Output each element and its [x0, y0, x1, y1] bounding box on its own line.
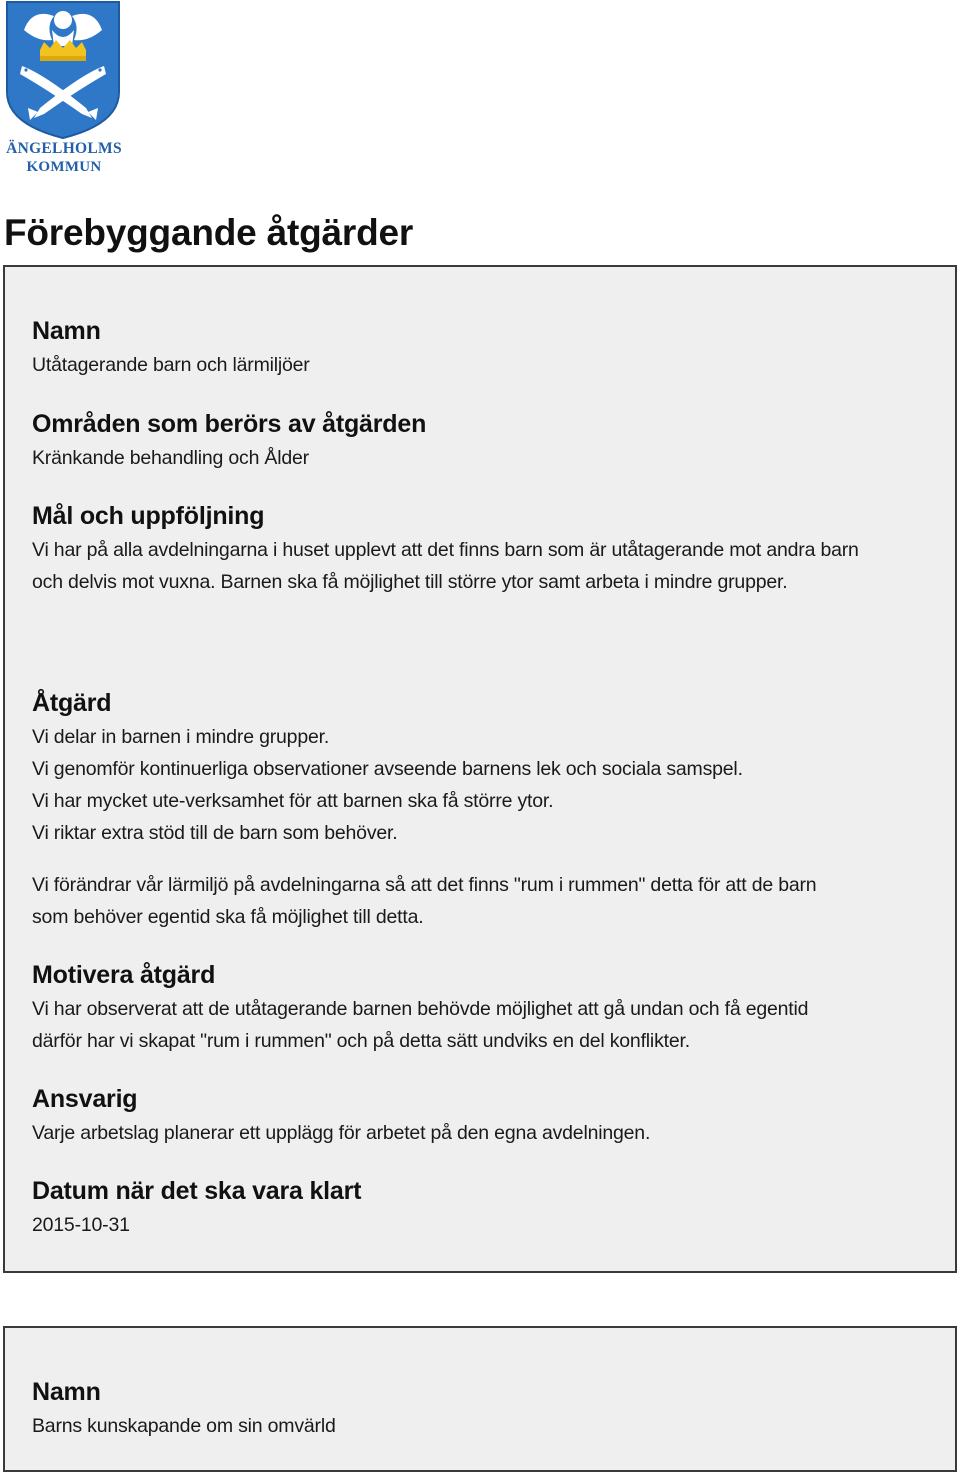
- measure-card: [3, 1326, 957, 1472]
- ansvarig-heading: Ansvarig: [32, 1085, 138, 1113]
- namn-section: [32, 315, 935, 381]
- logo-text-line2: KOMMUN: [26, 159, 102, 175]
- mal-line: och delvis mot vuxna. Barnen ska få möjlighet till större ytor samt arbeta i mindre grupper.: [32, 571, 788, 593]
- atgard-line: Vi genomför kontinuerliga observationer avseende barnens lek och sociala samspel.: [32, 758, 743, 780]
- namn-section: [32, 1376, 935, 1442]
- atgard-line: Vi har mycket ute-verksamhet för att barnen ska få större ytor.: [32, 790, 554, 812]
- ansvarig-value: Varje arbetslag planerar ett upplägg för arbetet på den egna avdelningen.: [32, 1122, 651, 1144]
- motivera-line: därför har vi skapat "rum i rummen" och på detta sätt undviks en del konflikter.: [32, 1030, 690, 1052]
- atgard-section: [32, 687, 935, 933]
- atgard-line: som behöver egentid ska få möjlighet till detta.: [32, 906, 424, 928]
- omraden-heading: Områden som berörs av åtgärden: [32, 410, 427, 438]
- atgard-heading: Åtgärd: [32, 689, 112, 717]
- motivera-section: [32, 959, 935, 1057]
- namn-heading: Namn: [32, 1378, 101, 1406]
- ansvarig-section: [32, 1083, 935, 1149]
- logo-text-line1: ÄNGELHOLMS: [6, 140, 122, 157]
- omraden-value: Kränkande behandling och Ålder: [32, 447, 309, 469]
- namn-value: Barns kunskapande om sin omvärld: [32, 1415, 336, 1437]
- motivera-line: Vi har observerat att de utåtagerande barnen behövde möjlighet att gå undan och få egentid: [32, 998, 809, 1020]
- measure-card: [3, 265, 957, 1273]
- datum-section: [32, 1175, 935, 1241]
- coat-of-arms-icon: [2, 0, 124, 140]
- datum-value: 2015-10-31: [32, 1214, 130, 1236]
- namn-value: Utåtagerande barn och lärmiljöer: [32, 354, 310, 376]
- atgard-line: Vi delar in barnen i mindre grupper.: [32, 726, 330, 748]
- namn-heading: Namn: [32, 317, 101, 345]
- omraden-section: [32, 408, 935, 474]
- mal-heading: Mål och uppföljning: [32, 502, 265, 530]
- atgard-line: Vi riktar extra stöd till de barn som behöver.: [32, 822, 398, 844]
- datum-heading: Datum när det ska vara klart: [32, 1177, 362, 1205]
- page-title: Förebyggande åtgärder: [4, 212, 414, 253]
- kommun-logo: [2, 0, 124, 180]
- mal-section: [32, 500, 935, 598]
- atgard-line: Vi förändrar vår lärmiljö på avdelningarna så att det finns "rum i rummen" detta för att de barn: [32, 874, 817, 896]
- mal-line: Vi har på alla avdelningarna i huset upplevt att det finns barn som är utåtagerande mot andra barn: [32, 539, 859, 561]
- motivera-heading: Motivera åtgärd: [32, 961, 216, 989]
